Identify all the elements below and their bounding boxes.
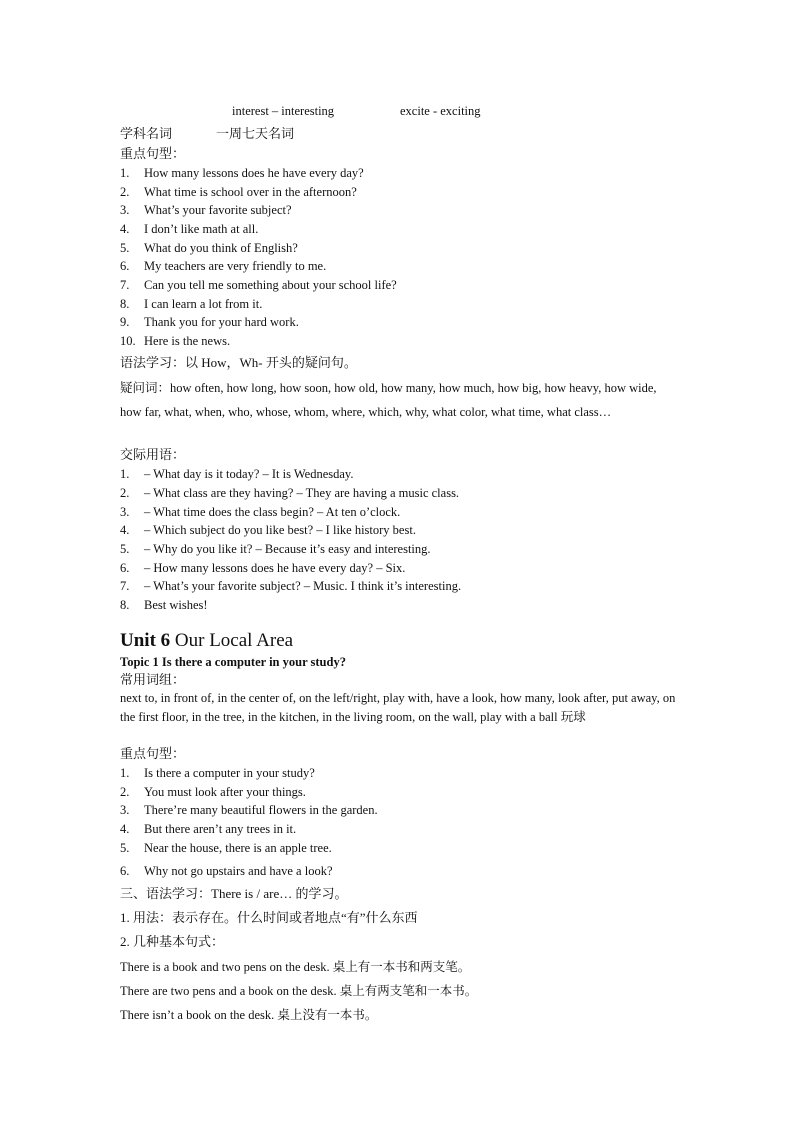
word-pair-excite: excite - exciting — [400, 104, 481, 118]
grammar-heading: 语法学习：以 How，Wh- 开头的疑问句。 — [120, 355, 357, 370]
key-sentences-heading: 重点句型： — [120, 146, 186, 161]
unit-number: Unit 6 — [120, 630, 171, 651]
phrases-paragraph: next to, in front of, in the center of, on the left/right, play with, have a look, how many, look after, put away, on the first floor, in the tree, in the kitchen, in the living room, on the wall, play with a ball 玩球 — [120, 691, 676, 724]
phrases-heading: 常用词组： — [120, 672, 186, 687]
usage-line: 1. 用法：表示存在。什么时间或者地点“有”什么东西 — [120, 910, 418, 925]
example-sentence: There isn’t a book on the desk. 桌上没有一本书。 — [120, 1008, 378, 1022]
unit-heading — [120, 630, 293, 652]
topic-heading: Topic 1 Is there a computer in your study? — [120, 655, 346, 669]
grammar-heading-2: 三、语法学习：There is / are… 的学习。 — [120, 886, 348, 901]
key-sentences-heading-2: 重点句型： — [120, 746, 186, 761]
example-sentence: There are two pens and a book on the desk. 桌上有两支笔和一本书。 — [120, 984, 478, 998]
patterns-heading: 2. 几种基本句式： — [120, 934, 225, 949]
unit-title: Our Local Area — [174, 630, 294, 651]
word-pair-interest: interest – interesting — [232, 104, 335, 118]
weekday-nouns-label: 一周七天名词 — [216, 126, 295, 141]
question-words-paragraph: 疑问词：how often, how long, how soon, how old, how many, how much, how big, how heavy, how wide, how far, what, when, who, whose, whom, where, which, why, what color, what time, what class… — [120, 381, 657, 419]
example-sentence: There is a book and two pens on the desk. 桌上有一本书和两支笔。 — [120, 960, 471, 974]
communication-heading: 交际用语： — [120, 447, 186, 462]
document-page: interest – interesting excite - exciting 学科名词 一周七天名词 重点句型： 1. How many lessons does he have every day? 2. What time is school over in the afternoon? 3. What’s your favorite subject? 4. I don’t like math at all. 5. What do you think of English? 6. My teachers are very friendly to me. 7. Can you tell me something about your school life? 8. I can learn a lot from it. 9. Thank you for your hard work. 10. Here is the news. 语法学习：以 How，Wh- 开头的疑问句。 疑问词：how often, how long, how soon, how old, how many, how much, how big, how heavy, how wide, how far, what, when, who, whose, whom, where, which, why, what color, what time, what class… 交际用语： 1. – What day is it today? – It is Wednesday. 2. – What class are they having? – They are having a music class. 3. – What time does the class begin? – At ten o’clock. 4. – Which subject do you like best? – I like history best. 5. – Why do you like it? – Because it’s easy and interesting. 6. – How many lessons does he have every day? – Six. 7. – What’s your favorite subject? – Music. I think it’s interesting. 8. Best wishes! Unit 6 Our Local Area Topic 1 Is there a computer in your study? 常用词组： next to, in front of, in the center of, on the left/right, play with, have a look, how many, look after, put away, on the first floor, in the tree, in the kitchen, in the living room, on the wall, play with a ball 玩球 重点句型： 1. Is there a computer in your study? 2. You must look after your things. 3. There’re many beautiful flowers in the garden. 4. But there aren’t any trees in it. 5. Near the house, there is an apple tree. 6. Why not go upstairs and have a look? 三、语法学习：There is / are… 的学习。 1. 用法：表示存在。什么时间或者地点“有”什么东西 2. 几种基本句式： There is a book and two pens on the desk. 桌上有一本书和两支笔。 There are two pens and a book on the desk. 桌上有两支笔和一本书。 There isn’t a book on the desk. 桌上没有一本书。 — [0, 0, 794, 1123]
subject-nouns-label: 学科名词 — [120, 126, 173, 141]
